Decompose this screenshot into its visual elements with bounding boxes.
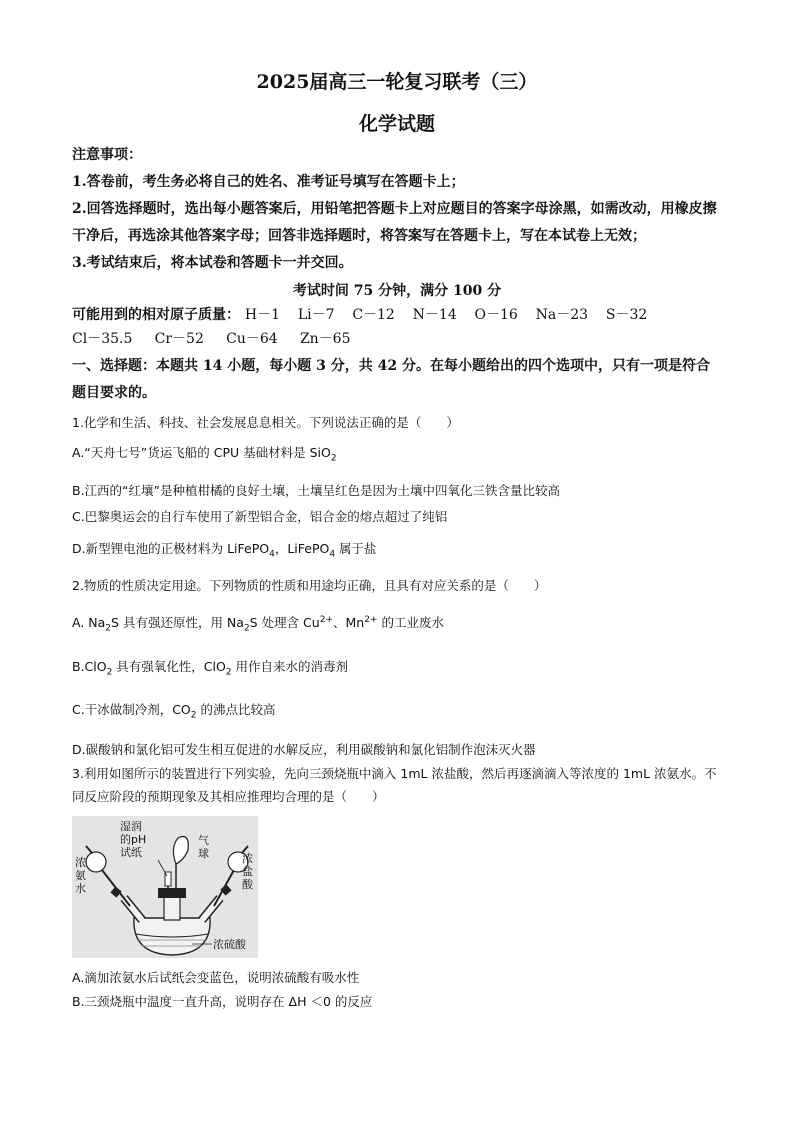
question-2-option-a [72,610,722,639]
atomic-mass-line1 [245,307,647,323]
question-1-option-a [72,443,722,469]
left-stopcock [110,886,121,897]
figure-label-line: 气 [198,833,209,847]
figure-label-line: 球 [198,846,209,860]
atomic-mass-item: S－32 [605,307,648,323]
superscript: 2+ [364,615,378,625]
exam-subtitle: 化学试题 [358,113,435,135]
question-2-option-c [72,700,722,726]
balloon-label [198,834,212,860]
subscript: 2 [190,710,197,721]
atomic-mass-item: O－16 [474,307,518,323]
atomic-mass-item: Cl－35.5 [72,331,133,347]
figure-label-line: 浓 [75,855,86,869]
question-1-option-c: C.巴黎奥运会的自行车使用了新型铝合金，铝合金的熔点超过了纯铝 [72,508,448,524]
option-text: D.新型锂电池的正极材料为 LiFePO [72,540,270,556]
question-1-option-b: B.江西的“红壤”是种植柑橘的良好土壤，土壤呈红色是因为土壤中四氧化三铁含量比较高 [72,482,561,498]
right-stopcock [220,884,231,895]
section-heading: 一、选择题：本题共 14 小题，每小题 3 分，共 42 分。在每小题给出的四个选项中，只有一项是符合题目要求的。 [72,358,710,401]
h2so4-label: 浓硫酸 [213,937,246,951]
question-2-option-d: D.碳酸钠和氯化铝可发生相互促进的水解反应，利用碳酸钠和氯化铝制作泡沫灭火器 [72,741,536,757]
center-neck [164,896,180,920]
hcl-label [242,852,256,891]
figure-label-line: 的pH [120,832,147,846]
question-1-stem: 1.化学和生活、科技、社会发展息息相关。下列说法正确的是（ ） [72,415,459,430]
figure-label-line: 浓 [242,851,253,865]
option-text: 、Mn [333,615,365,631]
figure-label-line: 湿润 [120,819,142,833]
option-text: 具有强氧化性，ClO [112,658,226,674]
atomic-mass-item: C－12 [352,307,395,323]
option-text: 属于盐 [335,540,377,556]
apparatus-figure [72,816,258,958]
subscript: 4 [329,549,336,559]
subscript: 2 [225,667,232,678]
option-text: C.干冰做制冷剂，CO [72,702,191,718]
balloon [173,836,188,864]
subscript: 4 [269,549,275,559]
atomic-mass-item: Na－23 [535,307,589,323]
atomic-mass-item: Li－7 [297,307,335,323]
question-3-option-b: B.三颈烧瓶中温度一直升高，说明存在 ΔH ＜0 的反应 [72,993,373,1009]
subscript: 2 [330,453,337,464]
atomic-mass-line2 [72,331,351,347]
exam-title: 2025届高三一轮复习联考（三） [256,71,538,93]
atomic-mass-item: N－14 [412,307,457,323]
notice-item-1: 1.答卷前，考生务必将自己的姓名、准考证号填写在答题卡上； [72,174,465,190]
notice-block [72,142,722,277]
option-text: B.ClO [72,658,107,674]
subscript: 2 [105,623,112,634]
atomic-mass-item: Cu－64 [226,331,278,347]
exam-info: 考试时间 75 分钟，满分 100 分 [292,283,502,299]
subscript: 2 [106,667,113,678]
ph-pointer [158,860,167,876]
option-text: A. Na [72,615,106,631]
notice-item-2: 2.回答选择题时，选出每小题答案后，用铅笔把答题卡上对应题目的答案字母涂黑，如需改动，用橡皮擦干净后，再选涂其他答案字母；回答非选择题时，将答案写在答题卡上，写在本试卷上无效； [72,201,717,244]
atomic-mass-item: H－1 [244,307,280,323]
option-text: ，LiFePO [274,540,330,556]
apparatus-drawing [72,816,258,958]
figure-label-line: 盐 [242,864,253,878]
atomic-masses-label: 可能用到的相对原子质量： [72,307,240,323]
atomic-mass-item: Zn－65 [299,331,351,347]
notice-heading: 注意事项： [72,147,142,163]
figure-label-line: 水 [75,881,86,895]
question-3-stem: 3.利用如图所示的装置进行下列实验，先向三颈烧瓶中滴入 1mL 浓盐酸，然后再逐滴滴入等浓度的 1mL 浓氨水。不同反应阶段的预期现象及其相应推理均合理的是（ ） [72,765,717,804]
exam-page [72,62,722,1012]
atomic-mass-item: Cr－52 [154,331,204,347]
option-text: 的沸点比较高 [196,702,276,718]
wet-ph-label [120,820,160,859]
ammonia-label [75,856,89,895]
notice-item-3: 3.考试结束后，将本试卷和答题卡一并交回。 [72,255,353,271]
left-funnel-bulb [86,852,106,872]
figure-label-line: 氨 [75,868,86,882]
superscript: 2+ [319,615,333,625]
option-text: 用作自来水的消毒剂 [231,658,349,674]
option-text: S 具有强还原性，用 Na [111,615,244,631]
option-text: 的工业废水 [377,615,444,631]
option-text: A.“天舟七号”货运飞船的 CPU 基础材料是 SiO [72,445,331,460]
atomic-masses [72,303,722,351]
figure-label-line: 酸 [242,877,253,891]
question-2-option-b [72,657,722,683]
subscript: 2 [243,623,250,634]
figure-label-line: 试纸 [120,845,142,859]
center-stopper [158,888,186,898]
question-1-option-d [72,539,722,565]
question-2-stem: 2.物质的性质决定用途。下列物质的性质和用途均正确，且具有对应关系的是（ ） [72,578,547,593]
option-text: S 处理含 Cu [249,615,320,631]
question-3-option-a: A.滴加浓氨水后试纸会变蓝色，说明浓硫酸有吸水性 [72,969,360,985]
